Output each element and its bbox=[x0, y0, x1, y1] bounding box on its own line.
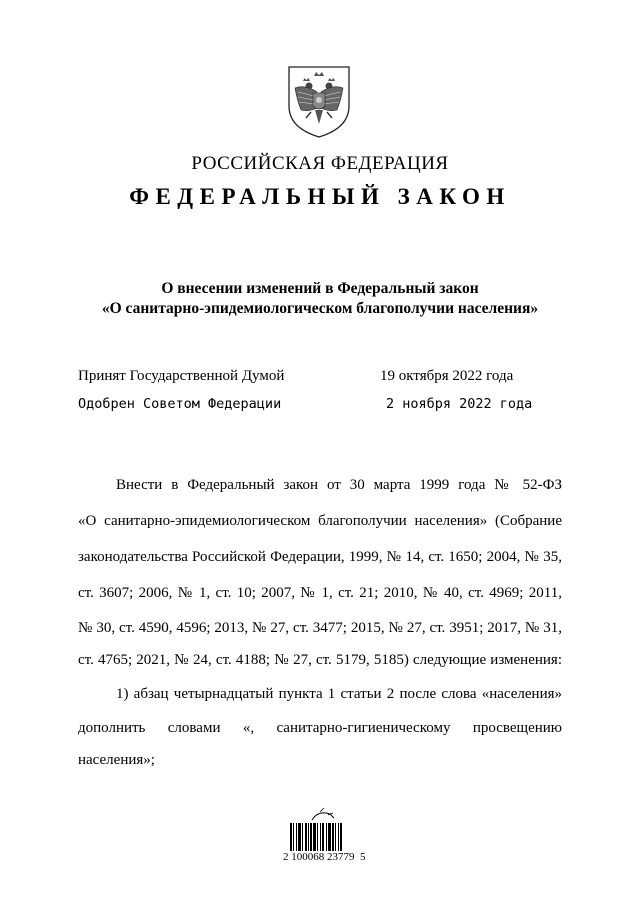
body-line-2: «О санитарно-эпидемиологическом благополучии населения» (Собрание bbox=[78, 513, 562, 529]
barcode-icon bbox=[290, 823, 360, 851]
barcode-mark bbox=[290, 806, 362, 822]
approved-by-federation-council-label: Одобрен Советом Федерации bbox=[78, 396, 282, 412]
body-line-1: Внести в Федеральный закон от 30 марта 1999 года № 52-ФЗ bbox=[116, 477, 562, 493]
document-type: ФЕДЕРАЛЬНЫЙ ЗАКОН bbox=[129, 184, 511, 209]
body-line-7: 1) абзац четырнадцатый пункта 1 статьи 2 после слова «населения» bbox=[116, 686, 562, 702]
body-line-3: законодательства Российской Федерации, 1999, № 14, ст. 1650; 2004, № 35, bbox=[78, 549, 562, 565]
law-title-line-2: «О санитарно-эпидемиологическом благополучии населения» bbox=[101, 300, 539, 317]
body-line-6: ст. 4765; 2021, № 24, ст. 4188; № 27, ст. 5179, 5185) следующие изменения: bbox=[78, 652, 562, 668]
adopted-date: 19 октября 2022 года bbox=[380, 368, 514, 384]
law-title-line-1: О внесении изменений в Федеральный закон bbox=[161, 280, 479, 297]
adopted-by-duma-label: Принят Государственной Думой bbox=[78, 368, 285, 384]
approved-date: 2 ноября 2022 года bbox=[386, 396, 533, 412]
barcode-number: 2 100068 23779 5 bbox=[283, 851, 366, 863]
body-line-4: ст. 3607; 2006, № 1, ст. 10; 2007, № 1, ст. 21; 2010, № 40, ст. 4969; 2011, bbox=[78, 585, 562, 601]
body-line-5: № 30, ст. 4590, 4596; 2013, № 27, ст. 3477; 2015, № 27, ст. 3951; 2017, № 31, bbox=[78, 620, 562, 636]
body-line-9: населения»; bbox=[78, 752, 155, 768]
country-name: РОССИЙСКАЯ ФЕДЕРАЦИЯ bbox=[191, 153, 449, 174]
body-line-8: дополнить словами «, санитарно-гигиеническому просвещению bbox=[78, 720, 562, 736]
coat-of-arms-emblem bbox=[287, 66, 351, 138]
